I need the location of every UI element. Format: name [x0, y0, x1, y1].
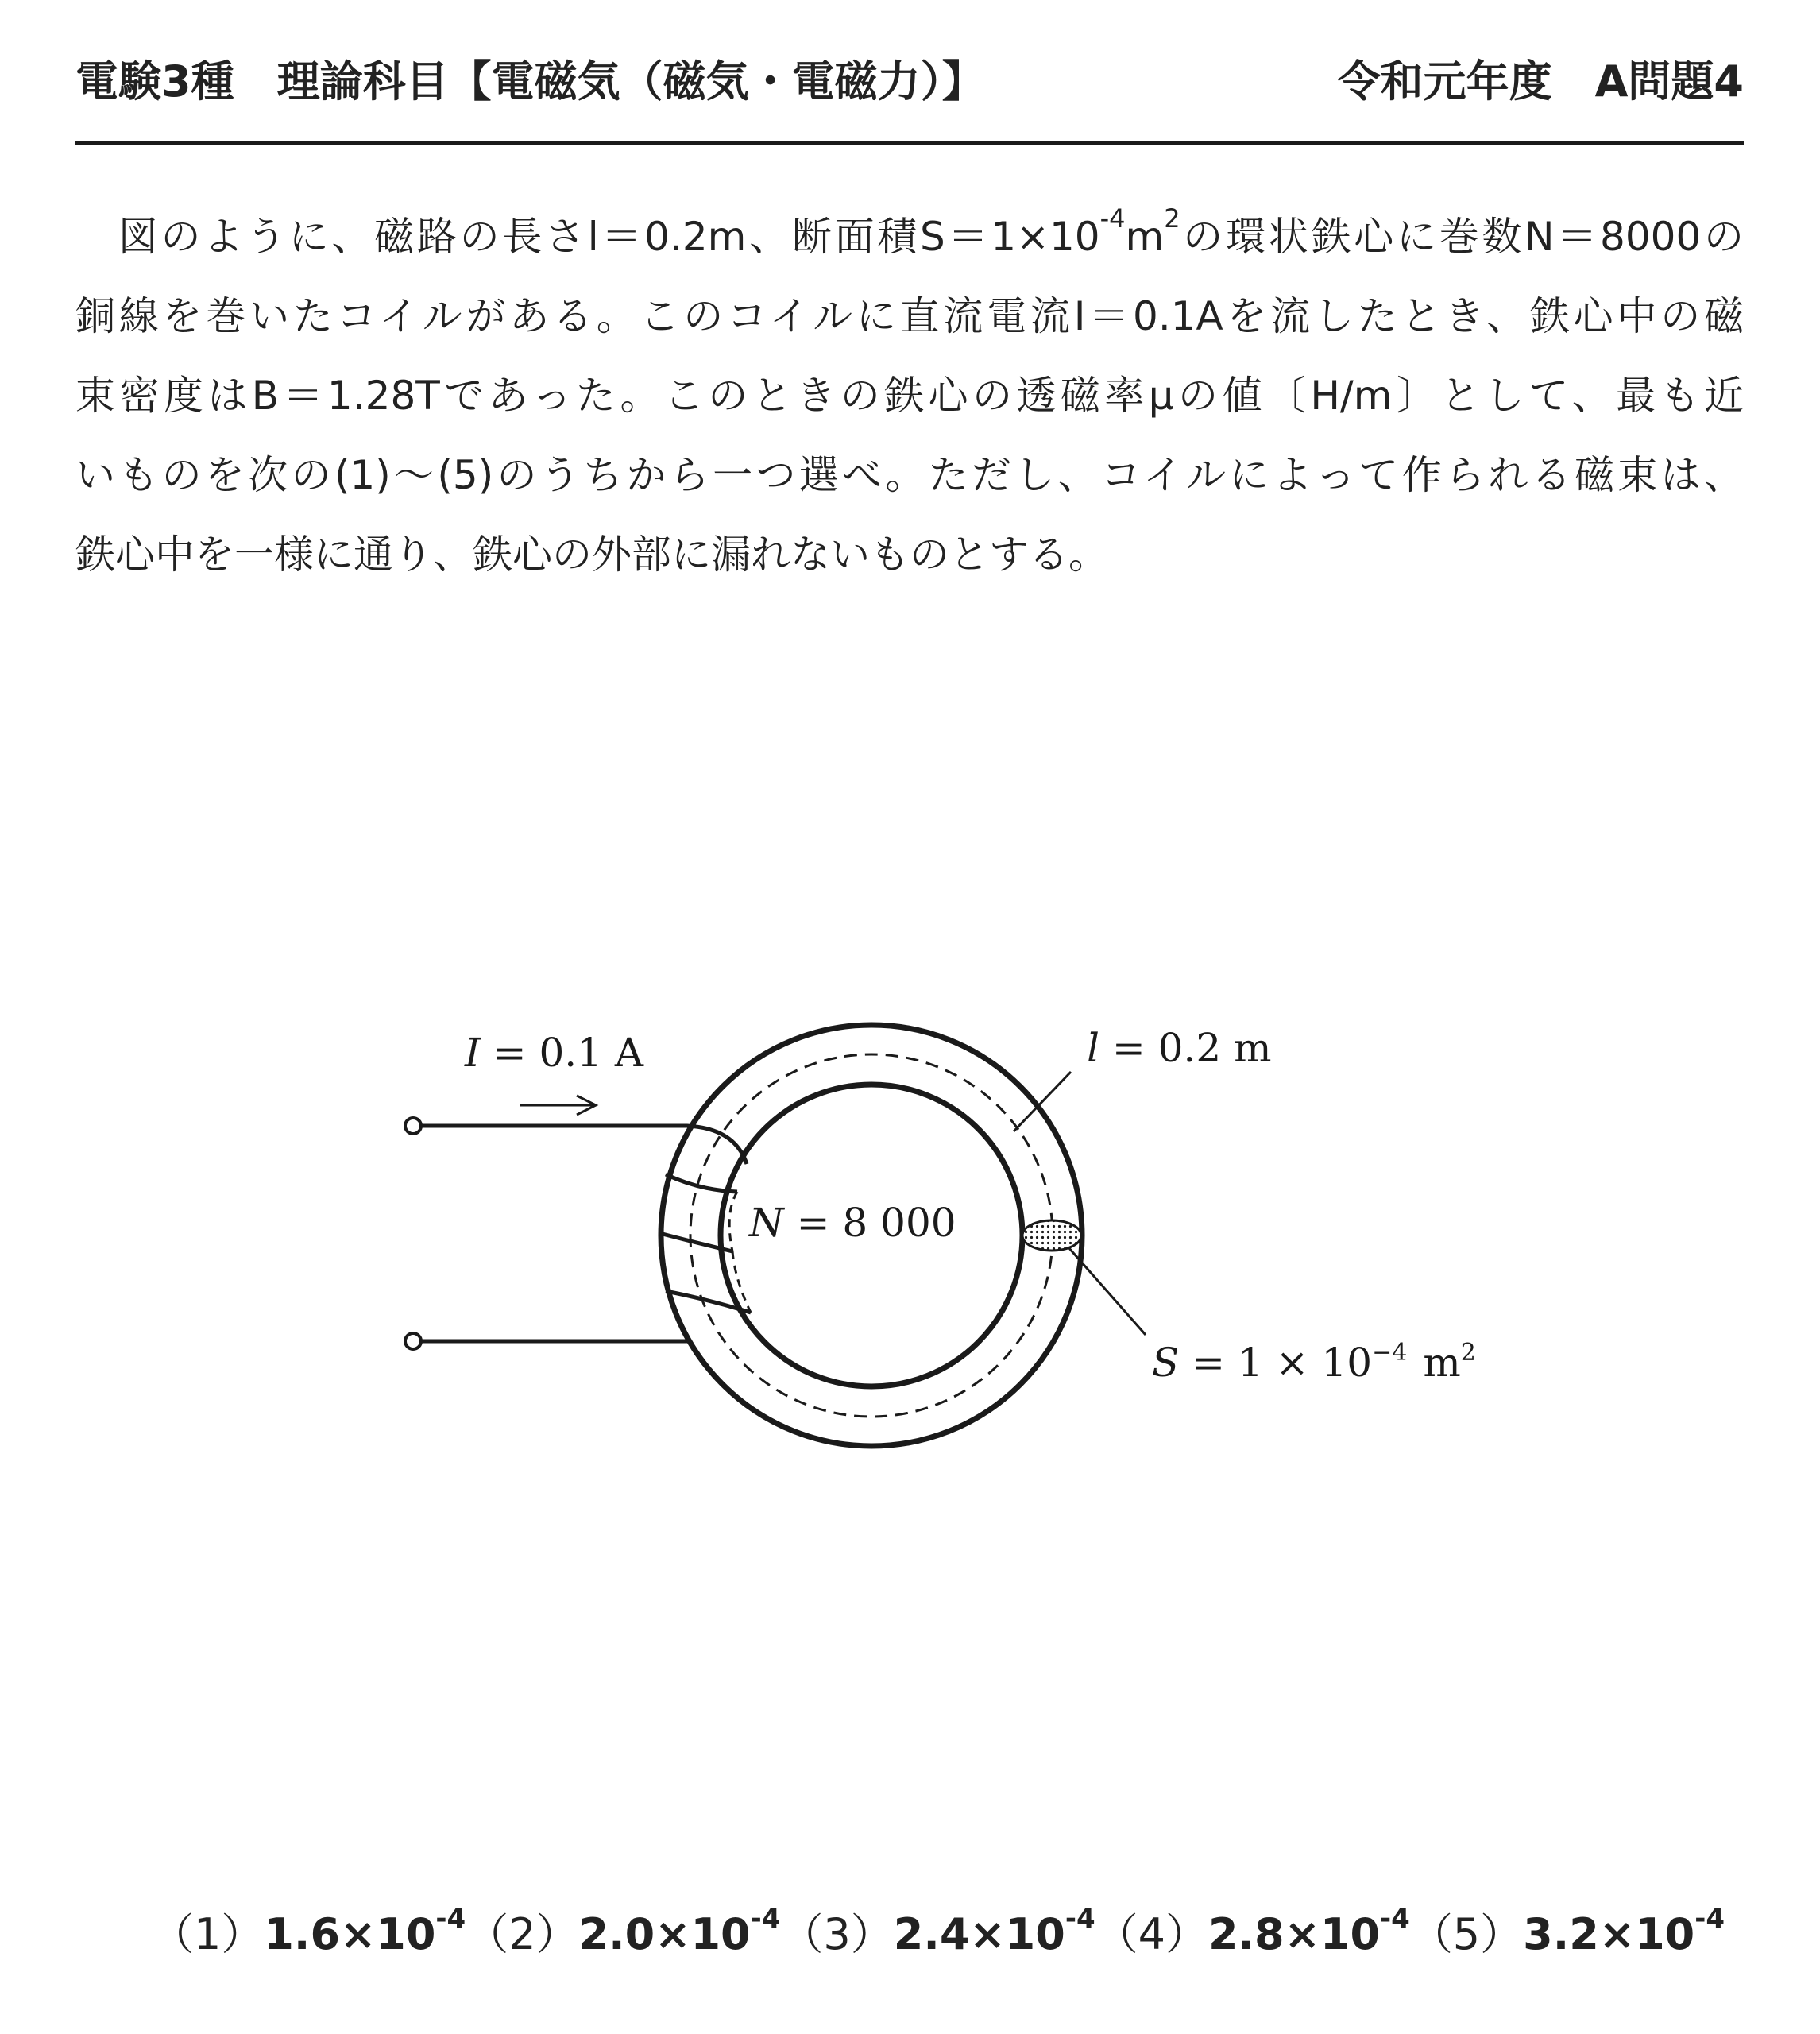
problem-line-2: 銅線を巻いたコイルがある。このコイルに直流電流I＝0.1Aを流したとき、鉄心中の磁: [75, 293, 1744, 339]
answer-choices: [151, 1902, 1725, 1966]
length-leader-line: [1014, 1072, 1071, 1131]
area-leader-line: [1068, 1247, 1146, 1335]
terminal-bottom: [405, 1333, 421, 1349]
choice-5[interactable]: $(5)3.2\times 10^{-4}$: [1409, 1902, 1725, 1959]
length-label: l = 0.2 m: [1087, 1025, 1272, 1071]
turns-label: N = 8 000: [749, 1200, 956, 1246]
header-divider: [75, 141, 1744, 145]
toroidal-coil-figure: [0, 1001, 1820, 1478]
choice-4[interactable]: $(4)2.8\times 10^{-4}$: [1095, 1902, 1410, 1959]
header-exam-id: 令和元年度 A問題4: [1337, 56, 1744, 106]
problem-line-3: 束密度はB＝1.28Tであった。このときの鉄心の透磁率μの値〔H/m〕として、最も近: [75, 373, 1744, 419]
current-label: I = 0.1 A: [465, 1030, 643, 1076]
problem-line-5: 鉄心中を一様に通り、鉄心の外部に漏れないものとする。: [75, 532, 1108, 578]
choice-3[interactable]: $(3)2.4\times 10^{-4}$: [780, 1902, 1095, 1959]
terminal-top: [405, 1118, 421, 1134]
coil-winding-1: [666, 1174, 737, 1192]
problem-line-4: いものを次の(1)～(5)のうちから一つ選べ。ただし、コイルによって作られる磁束は、: [75, 452, 1744, 498]
problem-line-1: 図のように、磁路の長さl＝0.2m、断面積$S=1\times 10^{-4}m^2$の環状鉄心に巻数N＝8000の: [118, 203, 1745, 260]
toroid-diagram: [0, 1001, 1820, 1478]
choice-1[interactable]: $(1)1.6\times 10^{-4}$: [151, 1902, 466, 1959]
header-subject: 電験3種 理論科目【電磁気（磁気・電磁力）】: [75, 56, 985, 106]
choice-2[interactable]: $(2)2.0\times 10^{-4}$: [466, 1902, 781, 1959]
problem-statement: [75, 197, 1744, 594]
page-header: [75, 54, 1744, 110]
cross-section-area: [1022, 1220, 1081, 1251]
lead-wire-top: [421, 1126, 747, 1164]
area-label: $S = 1 \times 10^{-4}$ $m^2$: [1152, 1339, 1476, 1386]
